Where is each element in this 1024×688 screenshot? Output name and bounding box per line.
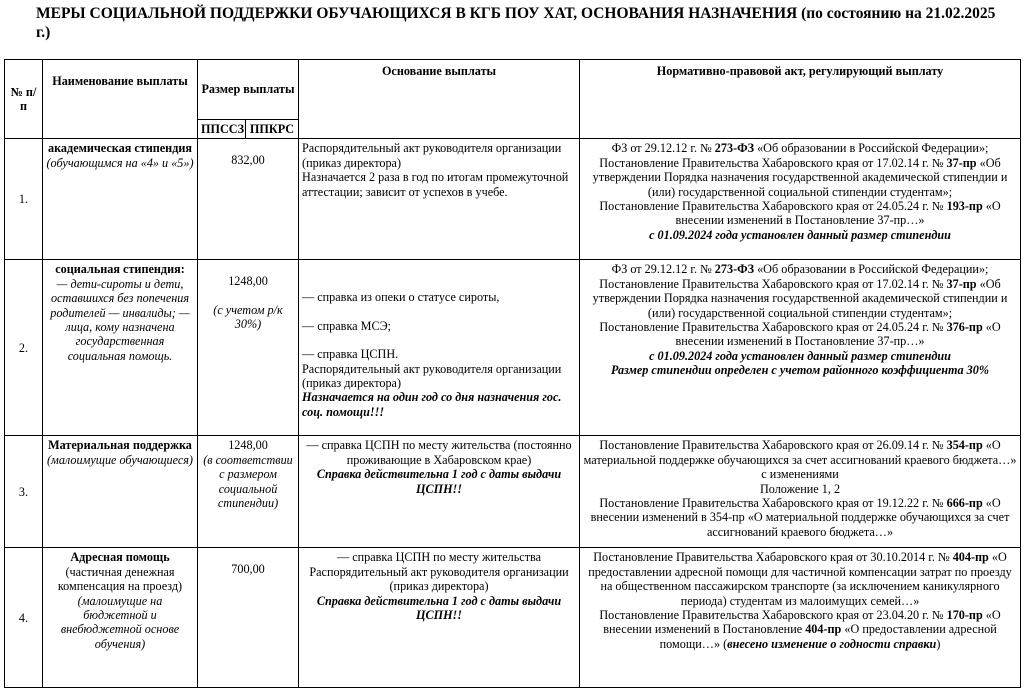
act-text: «О предоставлении адресной помощи для частичной компенсации затрат по проезду на общественном пассажирском транспорте (за исключением каникулярного периода) студентам из малоимущих семей…» (588, 550, 1012, 608)
payment-recipients: (малоимущие на бюджетной и внебюджетной основе обучения) (60, 593, 180, 651)
act-text: ФЗ от 29.12.12 г. № (611, 141, 715, 156)
act-text: Постановление Правительства Хабаровского края от 26.09.14 г. № (599, 438, 947, 453)
header-basis: Основание выплаты (299, 60, 580, 139)
act-text: ФЗ от 29.12.12 г. № (611, 262, 715, 277)
row-num: 4. (5, 548, 43, 688)
basis-line: — справка из опеки о статусе сироты, (302, 290, 500, 305)
act-number: 376-пр (946, 320, 983, 335)
act-note: с 01.09.2024 года установлен данный размер стипендии (649, 348, 951, 363)
act-number: 193-пр (946, 199, 983, 214)
act-number: 37-пр (946, 276, 977, 291)
payment-amount: 1248,00 (228, 274, 268, 289)
row-act (580, 548, 1021, 688)
header-name: Наименование выплаты (43, 60, 198, 139)
header-row (5, 60, 1021, 120)
act-text: Постановление Правительства Хабаровского края от 24.05.24 г. № (599, 199, 947, 214)
act-text: «Об утверждении Порядка назначения государственной академической стипендии и (или) государственной социальной стипендии студентам»; (592, 276, 1008, 320)
header-ppsssz: ППССЗ (198, 120, 246, 139)
basis-line: — справка МСЭ; (302, 318, 392, 333)
act-note: Размер стипендии определен с учетом районного коэффициента 30% (610, 363, 990, 378)
payment-name-detail: (частичная денежная компенсация на проезд) (57, 564, 183, 594)
act-text: «О материальной поддержке обучающихся за счет ассигнований краевого бюджета…» с изменениями (583, 438, 1017, 482)
payment-amount: 832,00 (198, 139, 299, 260)
payment-name: Материальная поддержка (48, 438, 192, 453)
basis-line: Распорядительный акт руководителя организации (приказ директора) (302, 361, 562, 391)
payment-amount-cell (198, 260, 299, 436)
row-act (580, 139, 1021, 260)
table-row (5, 139, 1021, 260)
header-act: Нормативно-правовой акт, регулирующий выплату (580, 60, 1021, 139)
row-act (580, 436, 1021, 548)
payment-name: академическая стипендия (48, 141, 192, 156)
basis-warning: Назначается на один год со дня назначения гос. соц. помощи!!! (302, 390, 562, 419)
basis-line: — справка ЦСПН по месту жительства (постоянно проживающие в Хабаровском крае) (306, 438, 572, 467)
act-text: ) (936, 636, 941, 651)
table-row (5, 436, 1021, 548)
act-text: Постановление Правительства Хабаровского края от 30.10.2014 г. № (593, 550, 953, 565)
basis-line: Распорядительный акт руководителя организации (приказ директора) (309, 564, 569, 594)
header-amount: Размер выплаты (198, 60, 299, 120)
basis-line: — справка ЦСПН. (302, 347, 399, 362)
basis-warning: Справка действительна 1 год с даты выдачи ЦСПН!! (316, 593, 562, 623)
row-name (43, 260, 198, 436)
basis-line: — справка ЦСПН по месту жительства (336, 550, 542, 565)
act-text: «О предоставлении адресной помощи…» ( (659, 622, 997, 651)
act-number: 354-пр (946, 438, 983, 453)
payment-recipients: (малоимущие обучающиеся) (46, 452, 193, 467)
row-name (43, 436, 198, 548)
act-text: Постановление Правительства Хабаровского края от 17.02.14 г. № (599, 276, 947, 291)
payment-recipients: (обучающимся на «4» и «5») (46, 155, 194, 170)
row-name (43, 139, 198, 260)
basis-line: Распорядительный акт руководителя организации (приказ директора) (302, 141, 562, 170)
act-text: «О внесении изменений в 354-пр «О материальной поддержке обучающихся за счет ассигнований краевого бюджета…» (590, 496, 1010, 539)
row-name (43, 548, 198, 688)
act-text: Положение 1, 2 (759, 481, 841, 496)
payment-amount-note: (с учетом р/к 30%) (213, 302, 283, 332)
act-text: Постановление Правительства Хабаровского края от 19.12.22 г. № (599, 496, 947, 511)
act-number: 404-пр (805, 622, 842, 637)
header-num: № п/п (5, 60, 43, 139)
act-text: Постановление Правительства Хабаровского края от 17.02.14 г. № (599, 155, 947, 170)
act-text: «О внесении изменений в Постановление (603, 608, 1001, 637)
act-text: «Об утверждении Порядка назначения государственной академической стипендии и (или) государственной социальной стипендии студентам»; (592, 155, 1008, 199)
act-text: «Об образовании в Российской Федерации»; (754, 262, 989, 277)
row-basis (299, 139, 580, 260)
act-number: 404-пр (952, 550, 989, 565)
payment-amount: 700,00 (198, 548, 299, 688)
header-ppkrs: ППКРС (246, 120, 299, 139)
payment-amount-note: (в соответствии с размером социальной стипендии) (203, 452, 293, 511)
row-num: 2. (5, 260, 43, 436)
row-basis (299, 260, 580, 436)
act-text: Постановление Правительства Хабаровского края от 24.05.24 г. № (599, 320, 947, 335)
basis-warning: Справка действительна 1 год с даты выдачи ЦСПН!! (316, 467, 562, 496)
act-text: «О внесении изменений в Постановление 37-пр…» (675, 320, 1001, 349)
row-num: 3. (5, 436, 43, 548)
basis-line: Назначается 2 раза в год по итогам промежуточной аттестации; зависит от успехов в учебе. (302, 170, 569, 199)
act-note: с 01.09.2024 года установлен данный размер стипендии (649, 227, 951, 242)
payment-name: Адресная помощь (70, 550, 170, 565)
act-number: 273-ФЗ (714, 262, 755, 277)
act-number: 37-пр (946, 155, 977, 170)
act-note: внесено изменение о годности справки (727, 636, 937, 651)
payment-name: социальная стипендия: (55, 262, 185, 277)
payment-amount: 1248,00 (228, 438, 268, 453)
payment-amount-cell (198, 436, 299, 548)
row-act (580, 260, 1021, 436)
table-row (5, 260, 1021, 436)
act-number: 170-пр (946, 608, 983, 623)
act-text: «Об образовании в Российской Федерации»; (754, 141, 989, 156)
row-basis (299, 548, 580, 688)
act-text: Постановление Правительства Хабаровского края от 23.04.20 г. № (599, 608, 947, 623)
act-number: 666-пр (946, 496, 983, 511)
act-number: 273-ФЗ (714, 141, 755, 156)
support-measures-table (4, 59, 1021, 688)
row-num: 1. (5, 139, 43, 260)
act-text: «О внесении изменений в Постановление 37-пр…» (675, 199, 1001, 228)
table-row (5, 548, 1021, 688)
payment-recipients: — дети-сироты и дети, оставшихся без попечения родителей — инвалиды; — лица, кому назначена государственная социальная помощь. (50, 276, 190, 363)
page-title: МЕРЫ СОЦИАЛЬНОЙ ПОДДЕРЖКИ ОБУЧАЮЩИХСЯ В КГБ ПОУ ХАТ, ОСНОВАНИЯ НАЗНАЧЕНИЯ (по состоянию на 21.02.2025 г.) (36, 5, 996, 41)
row-basis (299, 436, 580, 548)
